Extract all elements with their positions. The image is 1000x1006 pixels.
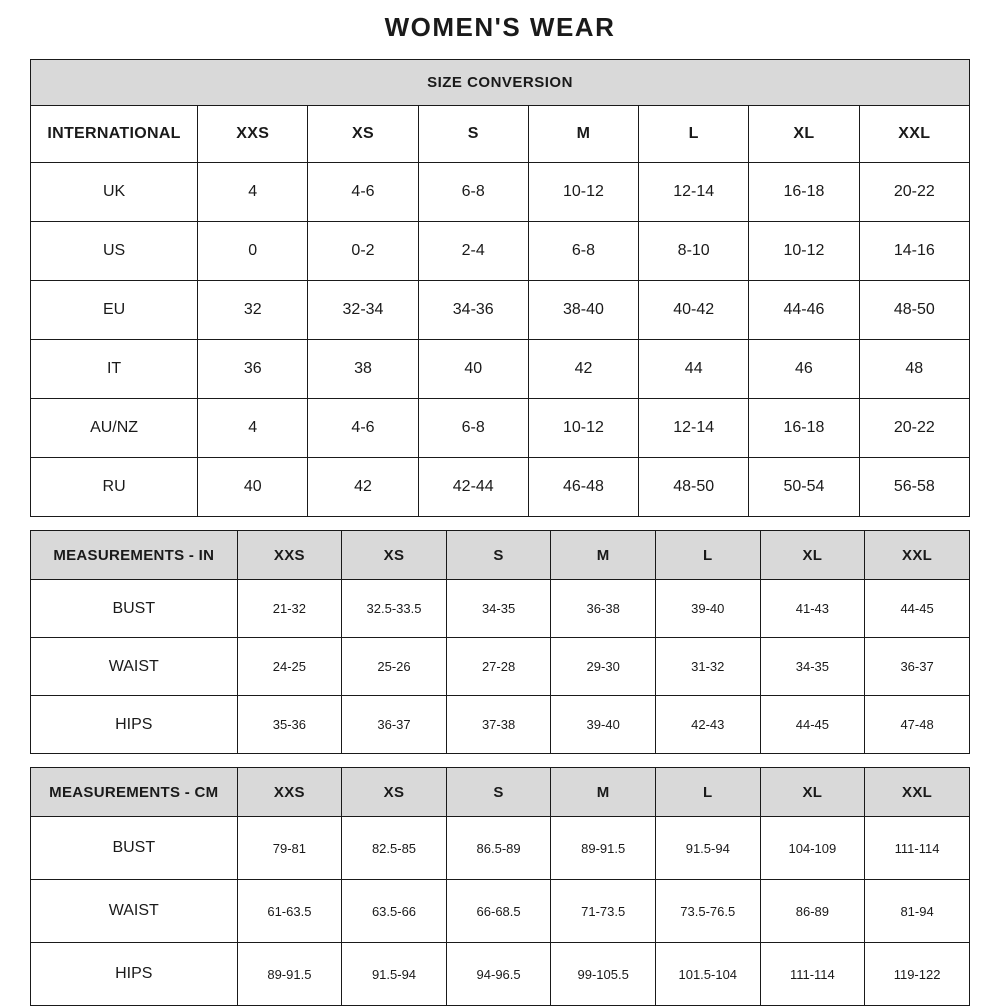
data-cell: 89-91.5 bbox=[551, 817, 656, 880]
row-header-cell: US bbox=[31, 222, 198, 281]
data-cell: 36-37 bbox=[342, 696, 447, 754]
column-header-cell: XL bbox=[760, 531, 865, 580]
data-cell: 0-2 bbox=[308, 222, 418, 281]
table-row bbox=[31, 222, 970, 281]
column-header-cell: XXS bbox=[198, 106, 308, 163]
data-cell: 10-12 bbox=[528, 163, 638, 222]
data-cell: 48 bbox=[859, 340, 969, 399]
data-cell: 42 bbox=[308, 458, 418, 517]
data-cell: 20-22 bbox=[859, 163, 969, 222]
row-header-cell: HIPS bbox=[31, 696, 238, 754]
data-cell: 42-44 bbox=[418, 458, 528, 517]
data-cell: 42-43 bbox=[655, 696, 760, 754]
data-cell: 31-32 bbox=[655, 638, 760, 696]
data-cell: 73.5-76.5 bbox=[655, 880, 760, 943]
column-header-cell: M bbox=[528, 106, 638, 163]
row-header-cell: BUST bbox=[31, 817, 238, 880]
table-banner-row bbox=[31, 60, 970, 106]
column-header-cell: L bbox=[655, 531, 760, 580]
page-title: WOMEN'S WEAR bbox=[384, 12, 616, 42]
column-header-cell: XXS bbox=[237, 531, 342, 580]
column-header-cell: M bbox=[551, 531, 656, 580]
data-cell: 12-14 bbox=[639, 163, 749, 222]
data-cell: 29-30 bbox=[551, 638, 656, 696]
column-header-cell: L bbox=[655, 768, 760, 817]
measurements-cm-table bbox=[30, 767, 970, 1006]
data-cell: 6-8 bbox=[528, 222, 638, 281]
data-cell: 91.5-94 bbox=[655, 817, 760, 880]
column-header-cell: L bbox=[639, 106, 749, 163]
data-cell: 0 bbox=[198, 222, 308, 281]
data-cell: 66-68.5 bbox=[446, 880, 551, 943]
data-cell: 32-34 bbox=[308, 281, 418, 340]
table-row bbox=[31, 458, 970, 517]
table-row bbox=[31, 880, 970, 943]
data-cell: 44-45 bbox=[760, 696, 865, 754]
data-cell: 39-40 bbox=[655, 580, 760, 638]
row-header-cell: HIPS bbox=[31, 943, 238, 1006]
data-cell: 32.5-33.5 bbox=[342, 580, 447, 638]
table-row bbox=[31, 943, 970, 1006]
corner-header-cell: INTERNATIONAL bbox=[31, 106, 198, 163]
measurements-in-table bbox=[30, 530, 970, 754]
data-cell: 111-114 bbox=[760, 943, 865, 1006]
data-cell: 32 bbox=[198, 281, 308, 340]
data-cell: 2-4 bbox=[418, 222, 528, 281]
data-cell: 91.5-94 bbox=[342, 943, 447, 1006]
data-cell: 86.5-89 bbox=[446, 817, 551, 880]
data-cell: 16-18 bbox=[749, 163, 859, 222]
data-cell: 50-54 bbox=[749, 458, 859, 517]
column-header-cell: XXL bbox=[865, 768, 970, 817]
data-cell: 79-81 bbox=[237, 817, 342, 880]
data-cell: 40 bbox=[198, 458, 308, 517]
data-cell: 10-12 bbox=[749, 222, 859, 281]
column-header-cell: XXL bbox=[859, 106, 969, 163]
data-cell: 34-35 bbox=[760, 638, 865, 696]
table-row bbox=[31, 580, 970, 638]
data-cell: 44-46 bbox=[749, 281, 859, 340]
data-cell: 82.5-85 bbox=[342, 817, 447, 880]
data-cell: 40-42 bbox=[639, 281, 749, 340]
table-header-row bbox=[31, 531, 970, 580]
table-row bbox=[31, 340, 970, 399]
table-row bbox=[31, 163, 970, 222]
data-cell: 104-109 bbox=[760, 817, 865, 880]
data-cell: 47-48 bbox=[865, 696, 970, 754]
column-header-cell: S bbox=[446, 768, 551, 817]
column-header-cell: M bbox=[551, 768, 656, 817]
corner-header-cell: MEASUREMENTS - CM bbox=[31, 768, 238, 817]
data-cell: 4-6 bbox=[308, 399, 418, 458]
data-cell: 41-43 bbox=[760, 580, 865, 638]
data-cell: 71-73.5 bbox=[551, 880, 656, 943]
data-cell: 38-40 bbox=[528, 281, 638, 340]
data-cell: 61-63.5 bbox=[237, 880, 342, 943]
data-cell: 34-35 bbox=[446, 580, 551, 638]
data-cell: 48-50 bbox=[639, 458, 749, 517]
table-row bbox=[31, 817, 970, 880]
column-header-cell: XL bbox=[760, 768, 865, 817]
row-header-cell: IT bbox=[31, 340, 198, 399]
data-cell: 14-16 bbox=[859, 222, 969, 281]
data-cell: 34-36 bbox=[418, 281, 528, 340]
row-header-cell: UK bbox=[31, 163, 198, 222]
column-header-cell: XXS bbox=[237, 768, 342, 817]
data-cell: 39-40 bbox=[551, 696, 656, 754]
data-cell: 6-8 bbox=[418, 163, 528, 222]
column-header-cell: S bbox=[418, 106, 528, 163]
table-row bbox=[31, 696, 970, 754]
data-cell: 24-25 bbox=[237, 638, 342, 696]
data-cell: 99-105.5 bbox=[551, 943, 656, 1006]
table-header-row bbox=[31, 768, 970, 817]
row-header-cell: WAIST bbox=[31, 880, 238, 943]
data-cell: 4 bbox=[198, 399, 308, 458]
column-header-cell: XXL bbox=[865, 531, 970, 580]
data-cell: 56-58 bbox=[859, 458, 969, 517]
data-cell: 63.5-66 bbox=[342, 880, 447, 943]
data-cell: 35-36 bbox=[237, 696, 342, 754]
data-cell: 119-122 bbox=[865, 943, 970, 1006]
data-cell: 40 bbox=[418, 340, 528, 399]
data-cell: 36 bbox=[198, 340, 308, 399]
data-cell: 25-26 bbox=[342, 638, 447, 696]
column-header-cell: XS bbox=[342, 531, 447, 580]
table-header-row bbox=[31, 106, 970, 163]
data-cell: 111-114 bbox=[865, 817, 970, 880]
data-cell: 10-12 bbox=[528, 399, 638, 458]
size-chart-page bbox=[30, 0, 970, 1006]
column-header-cell: S bbox=[446, 531, 551, 580]
data-cell: 27-28 bbox=[446, 638, 551, 696]
size-conversion-table bbox=[30, 59, 970, 517]
table-row bbox=[31, 638, 970, 696]
row-header-cell: WAIST bbox=[31, 638, 238, 696]
data-cell: 20-22 bbox=[859, 399, 969, 458]
column-header-cell: XS bbox=[342, 768, 447, 817]
row-header-cell: BUST bbox=[31, 580, 238, 638]
row-header-cell: RU bbox=[31, 458, 198, 517]
data-cell: 42 bbox=[528, 340, 638, 399]
row-header-cell: AU/NZ bbox=[31, 399, 198, 458]
data-cell: 46-48 bbox=[528, 458, 638, 517]
data-cell: 101.5-104 bbox=[655, 943, 760, 1006]
data-cell: 44 bbox=[639, 340, 749, 399]
data-cell: 38 bbox=[308, 340, 418, 399]
table-banner: SIZE CONVERSION bbox=[31, 60, 970, 106]
table-row bbox=[31, 281, 970, 340]
corner-header-cell: MEASUREMENTS - IN bbox=[31, 531, 238, 580]
data-cell: 4 bbox=[198, 163, 308, 222]
data-cell: 48-50 bbox=[859, 281, 969, 340]
column-header-cell: XL bbox=[749, 106, 859, 163]
data-cell: 89-91.5 bbox=[237, 943, 342, 1006]
data-cell: 12-14 bbox=[639, 399, 749, 458]
data-cell: 46 bbox=[749, 340, 859, 399]
data-cell: 21-32 bbox=[237, 580, 342, 638]
data-cell: 94-96.5 bbox=[446, 943, 551, 1006]
data-cell: 6-8 bbox=[418, 399, 528, 458]
row-header-cell: EU bbox=[31, 281, 198, 340]
data-cell: 36-38 bbox=[551, 580, 656, 638]
data-cell: 37-38 bbox=[446, 696, 551, 754]
data-cell: 8-10 bbox=[639, 222, 749, 281]
data-cell: 16-18 bbox=[749, 399, 859, 458]
data-cell: 81-94 bbox=[865, 880, 970, 943]
data-cell: 36-37 bbox=[865, 638, 970, 696]
data-cell: 44-45 bbox=[865, 580, 970, 638]
column-header-cell: XS bbox=[308, 106, 418, 163]
data-cell: 4-6 bbox=[308, 163, 418, 222]
table-row bbox=[31, 399, 970, 458]
data-cell: 86-89 bbox=[760, 880, 865, 943]
